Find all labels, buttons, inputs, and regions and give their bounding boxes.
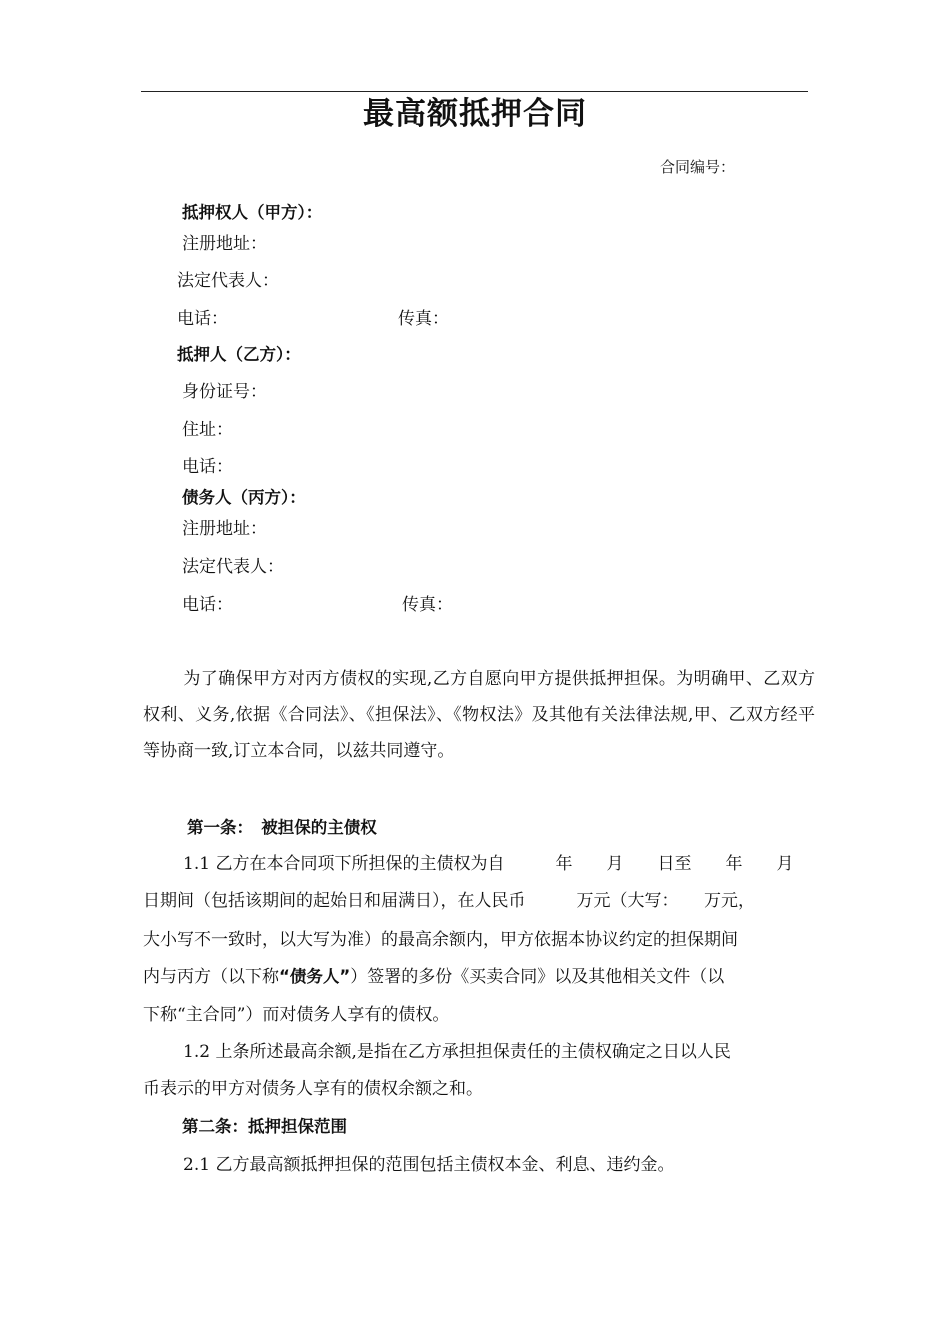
article-1-heading: 第一条： 被担保的主债权	[187, 818, 377, 837]
party-c-address-label: 注册地址：	[182, 519, 267, 539]
party-c-rep-label: 法定代表人：	[182, 557, 284, 577]
clause-2-1: 2.1 乙方最高额抵押担保的范围包括主债权本金、利息、违约金。	[183, 1155, 675, 1175]
party-c-fax-label: 传真：	[402, 595, 453, 615]
clause-1-1-line-2: 日期间（包括该期间的起始日和届满日），在人民币 万元（大写： 万元，	[143, 891, 755, 911]
clause-1-1-line-4: 内与丙方（以下称“债务人”）签署的多份《买卖合同》以及其他相关文件（以	[143, 967, 725, 987]
clause-1-1-line-5: 下称“主合同”）而对债务人享有的债权。	[143, 1005, 450, 1025]
party-b-id-label: 身份证号：	[182, 382, 267, 402]
party-a-fax-label: 传真：	[398, 309, 449, 329]
clause-1-1-line-3: 大小写不一致时，以大写为准）的最高余额内，甲方依据本协议约定的担保期间	[143, 930, 738, 950]
party-a-address-label: 注册地址：	[182, 234, 267, 254]
document-title: 最高额抵押合同	[363, 96, 587, 132]
preamble-paragraph: 为了确保甲方对丙方债权的实现,乙方自愿向甲方提供抵押担保。为明确甲、乙双方权利、义务,依据《合同法》、《担保法》、《物权法》及其他有关法律法规,甲、乙双方经平等协商一致,订立本合同，以兹共同遵守。	[143, 669, 815, 761]
party-c-phone-label: 电话：	[182, 595, 233, 615]
party-c-heading: 债务人（丙方）：	[182, 488, 306, 507]
contract-number-label: 合同编号：	[660, 158, 736, 176]
party-b-phone-label: 电话：	[182, 457, 233, 477]
party-b-address-label: 住址：	[182, 420, 233, 440]
clause-1-2-line-1: 1.2 上条所述最高余额,是指在乙方承担担保责任的主债权确定之日以人民	[183, 1042, 731, 1062]
party-a-heading: 抵押权人（甲方）：	[182, 203, 323, 222]
clause-1-2-line-2: 币表示的甲方对债务人享有的债权余额之和。	[143, 1079, 483, 1099]
party-a-phone-label: 电话：	[177, 309, 228, 329]
article-2-heading: 第二条：抵押担保范围	[182, 1117, 347, 1136]
clause-1-1-line-1: 1.1 乙方在本合同项下所担保的主债权为自 年 月 日至 年 月	[183, 854, 794, 874]
party-a-rep-label: 法定代表人：	[177, 271, 279, 291]
party-b-heading: 抵押人（乙方）：	[177, 345, 301, 364]
